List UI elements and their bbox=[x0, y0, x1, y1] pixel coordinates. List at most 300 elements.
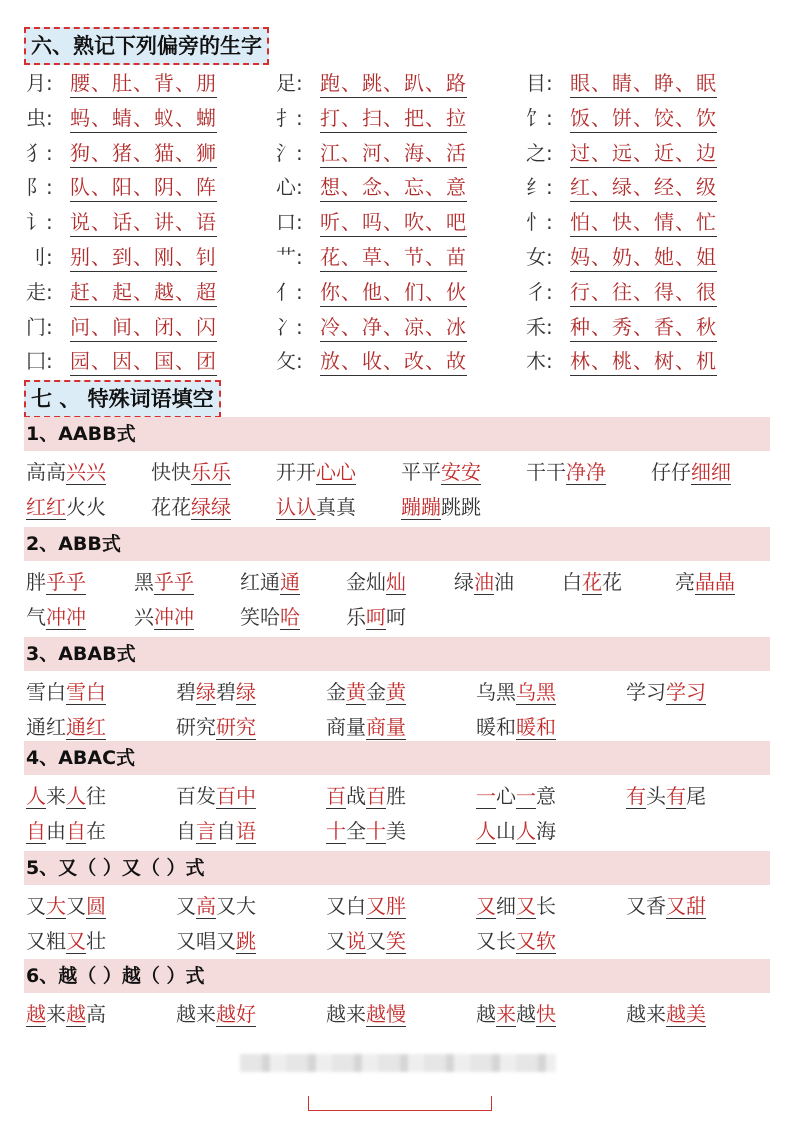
prompt-text: 又 bbox=[66, 894, 86, 918]
radical-characters: 打、扫、把、拉 bbox=[320, 104, 467, 133]
prompt-text: 花 bbox=[602, 570, 622, 594]
radical-label: 禾: bbox=[526, 314, 553, 339]
word-item bbox=[526, 455, 606, 489]
answer-text: 人 bbox=[476, 819, 496, 843]
radical-cell bbox=[26, 66, 217, 100]
prompt-text: 长 bbox=[536, 894, 556, 918]
answer-text: 红红 bbox=[26, 495, 66, 519]
section-6-title: 六、熟记下列偏旁的生字 bbox=[24, 27, 269, 65]
radical-characters: 行、往、得、很 bbox=[570, 278, 717, 307]
radical-label: 之: bbox=[526, 140, 553, 165]
answer-text: 认认 bbox=[276, 495, 316, 519]
answer-text: 人 bbox=[66, 784, 86, 808]
radical-label: 忄: bbox=[526, 210, 553, 235]
answer-text: 绿绿 bbox=[191, 495, 231, 519]
category-header: 4、ABAC式 bbox=[24, 741, 770, 775]
radical-label: 囗: bbox=[26, 349, 53, 374]
word-row bbox=[0, 889, 793, 923]
word-item bbox=[26, 455, 106, 489]
prompt-text: 跳跳 bbox=[441, 495, 481, 519]
radical-label: 门: bbox=[26, 314, 53, 339]
answer-text: 灿 bbox=[386, 570, 406, 594]
prompt-text: 往 bbox=[86, 784, 106, 808]
answer-text: 又 bbox=[516, 894, 536, 918]
word-item bbox=[276, 490, 356, 524]
prompt-text: 细 bbox=[496, 894, 516, 918]
radical-characters: 林、桃、树、机 bbox=[570, 347, 717, 376]
radical-label: 阝: bbox=[26, 175, 53, 200]
prompt-text: 通红 bbox=[26, 715, 66, 739]
prompt-text: 美 bbox=[386, 819, 406, 843]
prompt-text: 又 bbox=[326, 929, 346, 953]
answer-text: 十 bbox=[326, 819, 346, 843]
radical-row bbox=[0, 275, 793, 309]
radical-characters: 蚂、蜻、蚁、蝴 bbox=[70, 104, 217, 133]
word-item bbox=[326, 814, 406, 848]
word-item bbox=[26, 675, 106, 709]
radical-cell bbox=[276, 205, 467, 239]
answer-text: 人 bbox=[26, 784, 46, 808]
prompt-text: 百发 bbox=[176, 784, 216, 808]
prompt-text: 红通 bbox=[240, 570, 280, 594]
blurred-watermark-bar bbox=[240, 1054, 556, 1072]
word-item bbox=[476, 675, 556, 709]
answer-text: 冲冲 bbox=[154, 605, 194, 629]
radical-cell bbox=[526, 66, 717, 100]
radical-label: 艹: bbox=[276, 245, 303, 269]
answer-text: 越 bbox=[26, 1002, 46, 1026]
radical-characters: 队、阳、阴、阵 bbox=[70, 173, 217, 202]
word-row bbox=[0, 600, 793, 634]
answer-text: 有 bbox=[666, 784, 686, 808]
radical-label: 犭: bbox=[26, 140, 53, 165]
word-item bbox=[151, 490, 231, 524]
radical-cell bbox=[276, 66, 467, 100]
answer-text: 心心 bbox=[316, 460, 356, 484]
answer-text: 净净 bbox=[566, 460, 606, 484]
radical-characters: 妈、奶、她、姐 bbox=[570, 243, 717, 272]
prompt-text: 白 bbox=[562, 570, 582, 594]
prompt-text: 油 bbox=[494, 570, 514, 594]
word-item bbox=[626, 889, 706, 923]
word-item bbox=[326, 779, 406, 813]
word-item bbox=[26, 814, 106, 848]
prompt-text: 来 bbox=[46, 1002, 66, 1026]
answer-text: 绿 bbox=[196, 680, 216, 704]
answer-text: 安安 bbox=[441, 460, 481, 484]
word-item bbox=[401, 490, 481, 524]
answer-text: 百 bbox=[326, 784, 346, 808]
prompt-text: 又 bbox=[26, 894, 46, 918]
answer-text: 又胖 bbox=[366, 894, 406, 918]
prompt-text: 战 bbox=[346, 784, 366, 808]
word-item bbox=[276, 455, 356, 489]
radical-cell bbox=[526, 101, 717, 135]
prompt-text: 壮 bbox=[86, 929, 106, 953]
prompt-text: 开开 bbox=[276, 460, 316, 484]
word-item bbox=[401, 455, 481, 489]
radical-row bbox=[0, 240, 793, 274]
word-item bbox=[134, 565, 194, 599]
answer-text: 学习 bbox=[666, 680, 706, 704]
radical-label: 木: bbox=[526, 349, 553, 374]
radical-characters: 说、话、讲、语 bbox=[70, 208, 217, 237]
word-item bbox=[626, 675, 706, 709]
answer-text: 高 bbox=[196, 894, 216, 918]
radical-cell bbox=[526, 310, 717, 344]
bottom-stamp-frame bbox=[308, 1096, 492, 1111]
word-row bbox=[0, 997, 793, 1031]
answer-text: 兴兴 bbox=[66, 460, 106, 484]
prompt-text: 意 bbox=[536, 784, 556, 808]
answer-text: 十 bbox=[366, 819, 386, 843]
word-item bbox=[176, 675, 256, 709]
answer-text: 又 bbox=[66, 929, 86, 953]
word-item bbox=[26, 565, 86, 599]
radical-label: 扌: bbox=[276, 105, 303, 130]
radical-cell bbox=[526, 136, 717, 170]
prompt-text: 金 bbox=[366, 680, 386, 704]
prompt-text: 干干 bbox=[526, 460, 566, 484]
answer-text: 一 bbox=[476, 784, 496, 808]
answer-text: 乎乎 bbox=[46, 570, 86, 594]
prompt-text: 快快 bbox=[151, 460, 191, 484]
radical-characters: 怕、快、情、忙 bbox=[570, 208, 717, 237]
word-item bbox=[326, 997, 406, 1031]
radical-row bbox=[0, 170, 793, 204]
prompt-text: 又香 bbox=[626, 894, 666, 918]
answer-text: 一 bbox=[516, 784, 536, 808]
answer-text: 百 bbox=[366, 784, 386, 808]
answer-text: 又 bbox=[476, 894, 496, 918]
word-item bbox=[346, 565, 406, 599]
prompt-text: 兴 bbox=[134, 605, 154, 629]
prompt-text: 火火 bbox=[66, 495, 106, 519]
prompt-text: 心 bbox=[496, 784, 516, 808]
word-row bbox=[0, 490, 793, 524]
word-row bbox=[0, 710, 793, 744]
answer-text: 快 bbox=[536, 1002, 556, 1026]
answer-text: 来 bbox=[496, 1002, 516, 1026]
category-header: 6、越（ ）越（ ）式 bbox=[24, 959, 770, 993]
prompt-text: 黑 bbox=[134, 570, 154, 594]
word-item bbox=[626, 997, 706, 1031]
word-item bbox=[476, 889, 556, 923]
answer-text: 人 bbox=[516, 819, 536, 843]
word-item bbox=[176, 710, 256, 744]
radical-cell bbox=[26, 275, 217, 309]
radical-characters: 园、因、国、团 bbox=[70, 347, 217, 376]
radical-cell bbox=[26, 170, 217, 204]
word-item bbox=[346, 600, 406, 634]
prompt-text: 气 bbox=[26, 605, 46, 629]
word-item bbox=[326, 675, 406, 709]
radical-row bbox=[0, 310, 793, 344]
word-item bbox=[651, 455, 731, 489]
radical-characters: 放、收、改、故 bbox=[320, 347, 467, 376]
word-row bbox=[0, 779, 793, 813]
prompt-text: 又粗 bbox=[26, 929, 66, 953]
radical-row bbox=[0, 66, 793, 100]
word-item bbox=[476, 924, 556, 958]
answer-text: 又软 bbox=[516, 929, 556, 953]
word-item bbox=[26, 889, 106, 923]
prompt-text: 越来 bbox=[176, 1002, 216, 1026]
prompt-text: 仔仔 bbox=[651, 460, 691, 484]
radical-cell bbox=[526, 205, 717, 239]
word-item bbox=[240, 600, 300, 634]
word-item bbox=[562, 565, 622, 599]
prompt-text: 海 bbox=[536, 819, 556, 843]
word-item bbox=[176, 814, 256, 848]
radical-label: 纟: bbox=[526, 175, 553, 200]
radical-characters: 过、远、近、边 bbox=[570, 139, 717, 168]
word-item bbox=[240, 565, 300, 599]
radical-characters: 种、秀、香、秋 bbox=[570, 313, 717, 342]
word-item bbox=[134, 600, 194, 634]
word-item bbox=[176, 924, 256, 958]
prompt-text: 又 bbox=[176, 894, 196, 918]
answer-text: 自 bbox=[66, 819, 86, 843]
prompt-text: 越 bbox=[476, 1002, 496, 1026]
answer-text: 又甜 bbox=[666, 894, 706, 918]
prompt-text: 又白 bbox=[326, 894, 366, 918]
radical-cell bbox=[26, 205, 217, 239]
radical-row bbox=[0, 205, 793, 239]
radical-label: 心: bbox=[276, 175, 303, 200]
answer-text: 说 bbox=[346, 929, 366, 953]
word-item bbox=[476, 997, 556, 1031]
radical-row bbox=[0, 344, 793, 378]
word-item bbox=[26, 710, 106, 744]
radical-row bbox=[0, 136, 793, 170]
radical-characters: 你、他、们、伙 bbox=[320, 278, 467, 307]
answer-text: 研究 bbox=[216, 715, 256, 739]
answer-text: 黄 bbox=[346, 680, 366, 704]
word-row bbox=[0, 565, 793, 599]
answer-text: 乌黑 bbox=[516, 680, 556, 704]
word-row bbox=[0, 675, 793, 709]
word-item bbox=[26, 997, 106, 1031]
word-item bbox=[176, 779, 256, 813]
radical-cell bbox=[526, 344, 717, 378]
radical-label: 饣: bbox=[526, 105, 553, 130]
word-item bbox=[326, 924, 406, 958]
prompt-text: 山 bbox=[496, 819, 516, 843]
prompt-text: 亮 bbox=[675, 570, 695, 594]
radical-characters: 想、念、忘、意 bbox=[320, 173, 467, 202]
word-item bbox=[454, 565, 514, 599]
answer-text: 油 bbox=[474, 570, 494, 594]
radical-label: 冫: bbox=[276, 314, 303, 339]
radical-characters: 跑、跳、趴、路 bbox=[320, 69, 467, 98]
prompt-text: 越 bbox=[516, 1002, 536, 1026]
radical-characters: 狗、猪、猫、狮 bbox=[70, 139, 217, 168]
word-row bbox=[0, 455, 793, 489]
word-item bbox=[176, 889, 256, 923]
prompt-text: 金 bbox=[326, 680, 346, 704]
prompt-text: 又 bbox=[366, 929, 386, 953]
prompt-text: 胖 bbox=[26, 570, 46, 594]
word-item bbox=[326, 889, 406, 923]
word-item bbox=[26, 779, 106, 813]
prompt-text: 越来 bbox=[326, 1002, 366, 1026]
answer-text: 百中 bbox=[216, 784, 256, 808]
answer-text: 语 bbox=[236, 819, 256, 843]
answer-text: 冲冲 bbox=[46, 605, 86, 629]
prompt-text: 学习 bbox=[626, 680, 666, 704]
answer-text: 言 bbox=[196, 819, 216, 843]
radical-label: 亻: bbox=[276, 279, 303, 304]
word-item bbox=[626, 779, 706, 813]
category-header: 1、AABB式 bbox=[24, 417, 770, 451]
prompt-text: 商量 bbox=[326, 715, 366, 739]
radical-label: 口: bbox=[276, 210, 303, 235]
prompt-text: 又长 bbox=[476, 929, 516, 953]
prompt-text: 花花 bbox=[151, 495, 191, 519]
section-7-title: 七 、 特殊词语填空 bbox=[24, 380, 221, 418]
word-item bbox=[151, 455, 231, 489]
answer-text: 越好 bbox=[216, 1002, 256, 1026]
radical-cell bbox=[526, 170, 717, 204]
radical-cell bbox=[276, 240, 467, 274]
word-item bbox=[326, 710, 406, 744]
word-row bbox=[0, 814, 793, 848]
answer-text: 雪白 bbox=[66, 680, 106, 704]
category-header: 5、又（ ）又（ ）式 bbox=[24, 851, 770, 885]
radical-characters: 腰、肚、背、朋 bbox=[70, 69, 217, 98]
radical-characters: 听、吗、吹、吧 bbox=[320, 208, 467, 237]
radical-label: 女: bbox=[526, 245, 553, 269]
radical-label: 氵: bbox=[276, 140, 303, 165]
prompt-text: 来 bbox=[46, 784, 66, 808]
prompt-text: 越来 bbox=[626, 1002, 666, 1026]
radical-cell bbox=[26, 101, 217, 135]
prompt-text: 呵 bbox=[386, 605, 406, 629]
word-item bbox=[26, 490, 106, 524]
answer-text: 越 bbox=[66, 1002, 86, 1026]
word-item bbox=[476, 779, 556, 813]
prompt-text: 头 bbox=[646, 784, 666, 808]
radical-cell bbox=[526, 275, 717, 309]
radical-cell bbox=[276, 344, 467, 378]
radical-cell bbox=[276, 170, 467, 204]
word-item bbox=[176, 997, 256, 1031]
radical-label: 刂: bbox=[26, 245, 53, 269]
prompt-text: 乌黑 bbox=[476, 680, 516, 704]
radical-characters: 赶、起、越、超 bbox=[70, 278, 217, 307]
answer-text: 细细 bbox=[691, 460, 731, 484]
radical-characters: 红、绿、经、级 bbox=[570, 173, 717, 202]
answer-text: 蹦蹦 bbox=[401, 495, 441, 519]
answer-text: 暖和 bbox=[516, 715, 556, 739]
prompt-text: 笑哈 bbox=[240, 605, 280, 629]
answer-text: 花 bbox=[582, 570, 602, 594]
prompt-text: 尾 bbox=[686, 784, 706, 808]
answer-text: 越美 bbox=[666, 1002, 706, 1026]
answer-text: 呵 bbox=[366, 605, 386, 629]
radical-label: 目: bbox=[526, 71, 553, 95]
prompt-text: 绿 bbox=[454, 570, 474, 594]
word-item bbox=[26, 600, 86, 634]
prompt-text: 胜 bbox=[386, 784, 406, 808]
prompt-text: 自 bbox=[176, 819, 196, 843]
answer-text: 乎乎 bbox=[154, 570, 194, 594]
word-row bbox=[0, 924, 793, 958]
answer-text: 通 bbox=[280, 570, 300, 594]
radical-label: 攵: bbox=[276, 349, 303, 374]
radical-label: 彳: bbox=[526, 279, 553, 304]
answer-text: 商量 bbox=[366, 715, 406, 739]
radical-label: 走: bbox=[26, 279, 53, 304]
radical-cell bbox=[276, 310, 467, 344]
radical-characters: 别、到、刚、钊 bbox=[70, 243, 217, 272]
radical-cell bbox=[276, 136, 467, 170]
prompt-text: 碧 bbox=[216, 680, 236, 704]
radical-characters: 花、草、节、苗 bbox=[320, 243, 467, 272]
category-header: 3、ABAB式 bbox=[24, 637, 770, 671]
radical-characters: 问、间、闭、闪 bbox=[70, 313, 217, 342]
answer-text: 晶晶 bbox=[695, 570, 735, 594]
answer-text: 通红 bbox=[66, 715, 106, 739]
answer-text: 自 bbox=[26, 819, 46, 843]
prompt-text: 雪白 bbox=[26, 680, 66, 704]
radical-cell bbox=[26, 136, 217, 170]
radical-cell bbox=[26, 240, 217, 274]
radical-label: 足: bbox=[276, 71, 303, 95]
answer-text: 越慢 bbox=[366, 1002, 406, 1026]
answer-text: 大 bbox=[46, 894, 66, 918]
answer-text: 跳 bbox=[236, 929, 256, 953]
word-item bbox=[476, 814, 556, 848]
prompt-text: 真真 bbox=[316, 495, 356, 519]
prompt-text: 金灿 bbox=[346, 570, 386, 594]
prompt-text: 又大 bbox=[216, 894, 256, 918]
radical-label: 虫: bbox=[26, 105, 53, 130]
radical-characters: 饭、饼、饺、饮 bbox=[570, 104, 717, 133]
radical-label: 讠: bbox=[26, 210, 53, 235]
prompt-text: 碧 bbox=[176, 680, 196, 704]
radical-characters: 冷、净、凉、冰 bbox=[320, 313, 467, 342]
prompt-text: 由 bbox=[46, 819, 66, 843]
prompt-text: 平平 bbox=[401, 460, 441, 484]
prompt-text: 在 bbox=[86, 819, 106, 843]
prompt-text: 高高 bbox=[26, 460, 66, 484]
radical-row bbox=[0, 101, 793, 135]
prompt-text: 乐 bbox=[346, 605, 366, 629]
answer-text: 乐乐 bbox=[191, 460, 231, 484]
radical-cell bbox=[276, 101, 467, 135]
radical-cell bbox=[26, 344, 217, 378]
prompt-text: 自 bbox=[216, 819, 236, 843]
category-header: 2、ABB式 bbox=[24, 527, 770, 561]
prompt-text: 又唱又 bbox=[176, 929, 236, 953]
answer-text: 圆 bbox=[86, 894, 106, 918]
answer-text: 绿 bbox=[236, 680, 256, 704]
prompt-text: 研究 bbox=[176, 715, 216, 739]
radical-cell bbox=[26, 310, 217, 344]
radical-cell bbox=[276, 275, 467, 309]
prompt-text: 暖和 bbox=[476, 715, 516, 739]
radical-cell bbox=[526, 240, 717, 274]
answer-text: 笑 bbox=[386, 929, 406, 953]
radical-characters: 眼、睛、睁、眠 bbox=[570, 69, 717, 98]
prompt-text: 全 bbox=[346, 819, 366, 843]
word-item bbox=[476, 710, 556, 744]
word-item bbox=[675, 565, 735, 599]
prompt-text: 高 bbox=[86, 1002, 106, 1026]
answer-text: 哈 bbox=[280, 605, 300, 629]
